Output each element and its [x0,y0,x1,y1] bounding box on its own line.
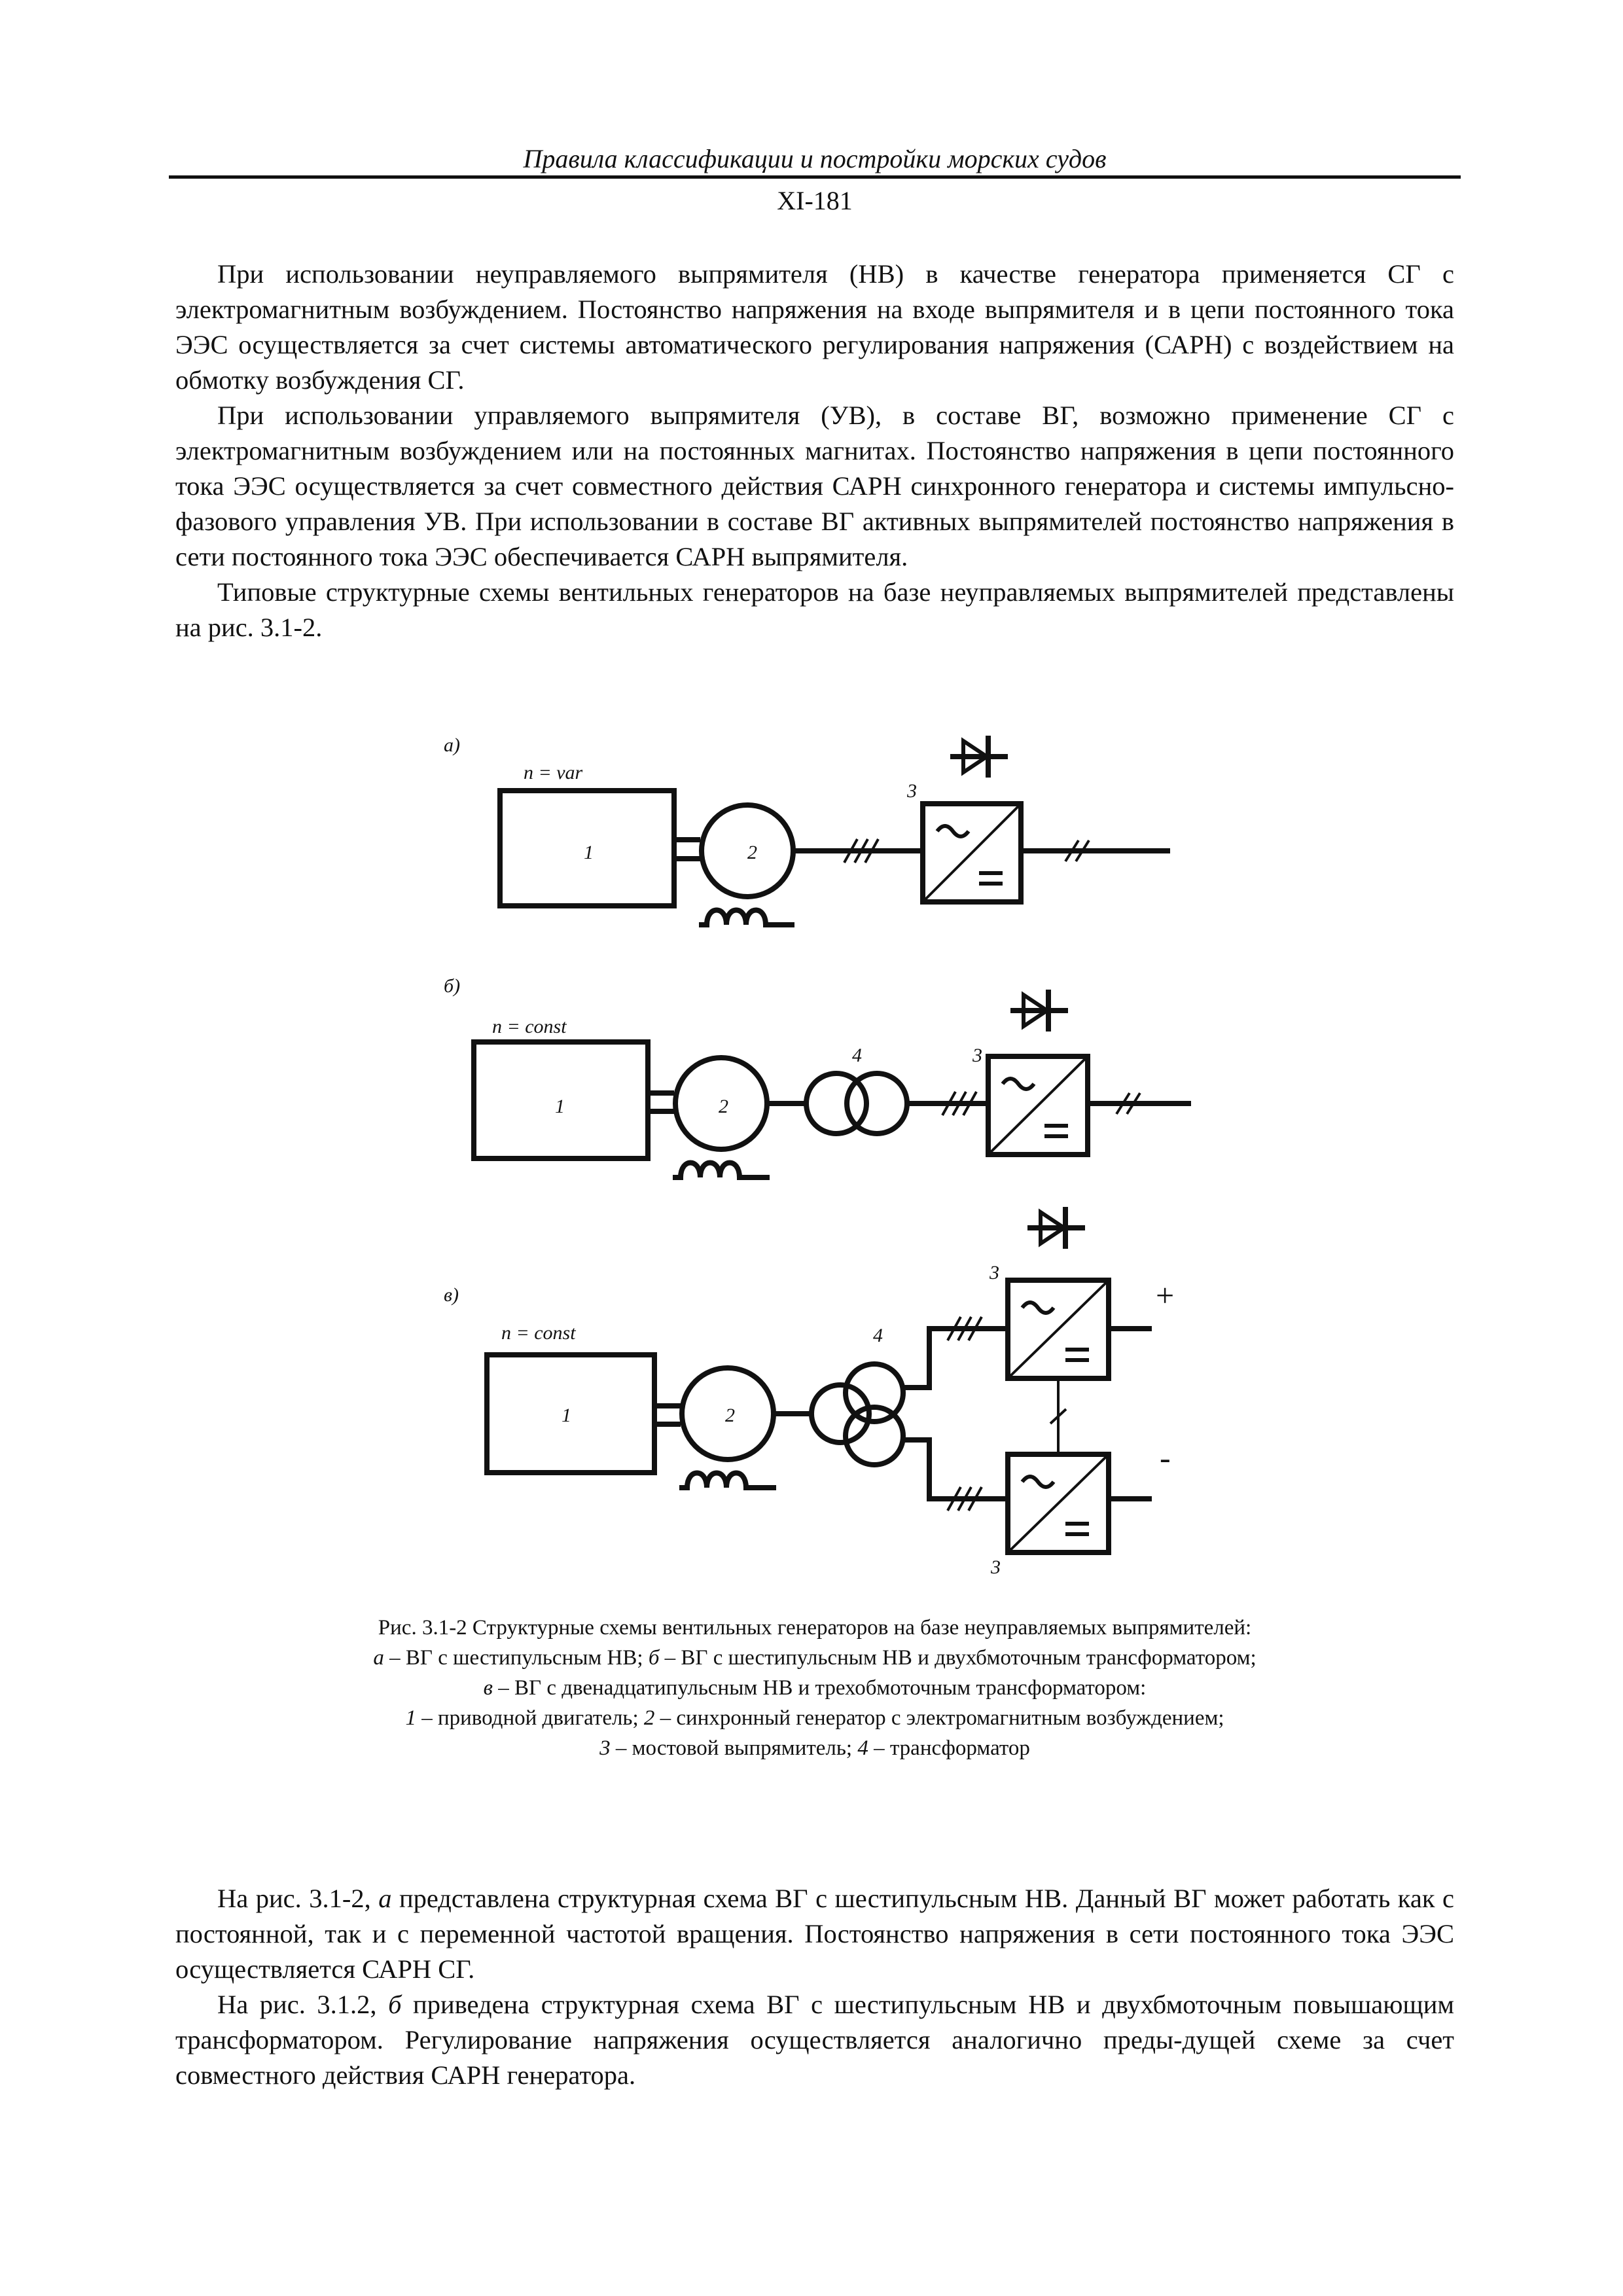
three-phase-marks-a [844,839,878,863]
running-title: Правила классификации и постройки морских судов [523,144,1107,173]
page-number: XI-181 [777,186,853,215]
diagram-b-generator-number: 2 [719,1096,728,1117]
diagram-c-engine-number: 1 [562,1405,571,1426]
ac-line-bottom-c [903,1440,1008,1499]
paragraph-2: При использовании управляемого выпрямителя (УВ), в составе ВГ, возможно применение СГ с электромагнитным возбуждением или на постоянных магнитах. Постоянство напряжения в цепи постоянного тока ЭЭС осуществляется за счет совместного действия САРН синхронного генератора и системы импульсно-фазового управления УВ. При использовании в составе ВГ активных выпрямителей постоянство напряжения в сети постоянного тока ЭЭС обеспечивается САРН выпрямителя. [175,401,1454,571]
caption-line-2: а – ВГ с шестипульсным НВ; б – ВГ с шестипульсным НВ и двухбмоточным трансформатором; [373,1646,1257,1670]
field-winding-b [673,1163,770,1178]
diagram-b [474,990,1191,1177]
diagram-c-rectifier-bottom-number: 3 [991,1556,1001,1578]
figure-caption [175,1613,1454,1763]
diagram-a-label: а) [444,734,460,756]
diagram-b-rectifier-number: 3 [972,1045,982,1066]
caption-line-1: Рис. 3.1-2 Структурные схемы вентильных генераторов на базе неуправляемых выпрямителей: [378,1616,1252,1640]
diagram-b-label: б) [444,975,461,997]
diagram-c [487,1207,1152,1552]
three-phase-marks-bottom-c [948,1487,982,1511]
body-text-bottom [175,1881,1454,2093]
dc-plus-sign: + [1156,1277,1175,1314]
ac-line-top-c [903,1329,1008,1388]
transformer-winding-2-b [847,1073,907,1134]
diagram-b-engine-number: 1 [555,1096,565,1117]
diagram-c-label: в) [444,1284,459,1306]
diagram-a [500,736,1170,925]
paragraph-1: При использовании неуправляемого выпрямителя (НВ) в качестве генератора применяется СГ с электромагнитным возбуждением. Постоянство напряжения на входе выпрямителя и в цепи постоянного тока ЭЭС осуществляется за счет системы автоматического регулирования напряжения (САРН) с воздействием на обмотку возбуждения СГ. [175,259,1454,395]
paragraph-4: На рис. 3.1-2, а представлена структурная схема ВГ с шестипульсным НВ. Данный ВГ может работать как с постоянной, так и с переменной частотой вращения. Постоянство напряжения в сети постоянного тока ЭЭС осуществляется САРН СГ. [175,1884,1454,1984]
diagram-a-speed: n = var [524,762,583,783]
diagram-b-speed: n = const [492,1016,567,1037]
ac-tilde-icon [1003,1079,1034,1089]
ac-tilde-icon [1022,1477,1054,1487]
diagram-c-transformer-number: 4 [873,1325,883,1346]
diagram-a-rectifier-number: 3 [907,780,917,802]
paragraph-3: Типовые структурные схемы вентильных генераторов на базе неуправляемых выпрямителей представлены на рис. 3.1-2. [175,577,1454,642]
diagram-c-generator-number: 2 [725,1405,735,1426]
diode-icon [1010,990,1068,1031]
field-winding-c [679,1473,776,1488]
dc-minus-sign: - [1160,1439,1171,1476]
ac-tilde-icon [1022,1302,1054,1313]
paragraph-5: На рис. 3.1.2, б приведена структурная схема ВГ с шестипульсным НВ и двухбмоточным повышающим трансформатором. Регулирование напряжения осуществляется аналогично преды-дущей схеме за счет совместного действия САРН генератора. [175,1990,1454,2090]
diode-icon [950,736,1008,778]
caption-line-3: в – ВГ с двенадцатипульсным НВ и трехобмоточным трансформатором: [483,1676,1147,1700]
caption-line-4: 1 – приводной двигатель; 2 – синхронный генератор с электромагнитным возбуждением; [405,1706,1224,1730]
diagram-a-engine-number: 1 [584,842,594,863]
diagram-b-transformer-number: 4 [852,1045,862,1066]
field-winding-a [699,910,794,925]
three-phase-marks-b [942,1092,976,1115]
diagram-a-generator-number: 2 [747,842,757,863]
rectifier-symbols [937,826,1089,1534]
ac-tilde-icon [937,826,969,836]
diagram-c-rectifier-top-number: 3 [990,1262,999,1283]
three-phase-marks-top-c [948,1317,982,1340]
diode-icon [1027,1207,1085,1249]
diagram-c-speed: n = const [501,1322,576,1344]
caption-line-5: 3 – мостовой выпрямитель; 4 – трансформатор [599,1736,1030,1760]
